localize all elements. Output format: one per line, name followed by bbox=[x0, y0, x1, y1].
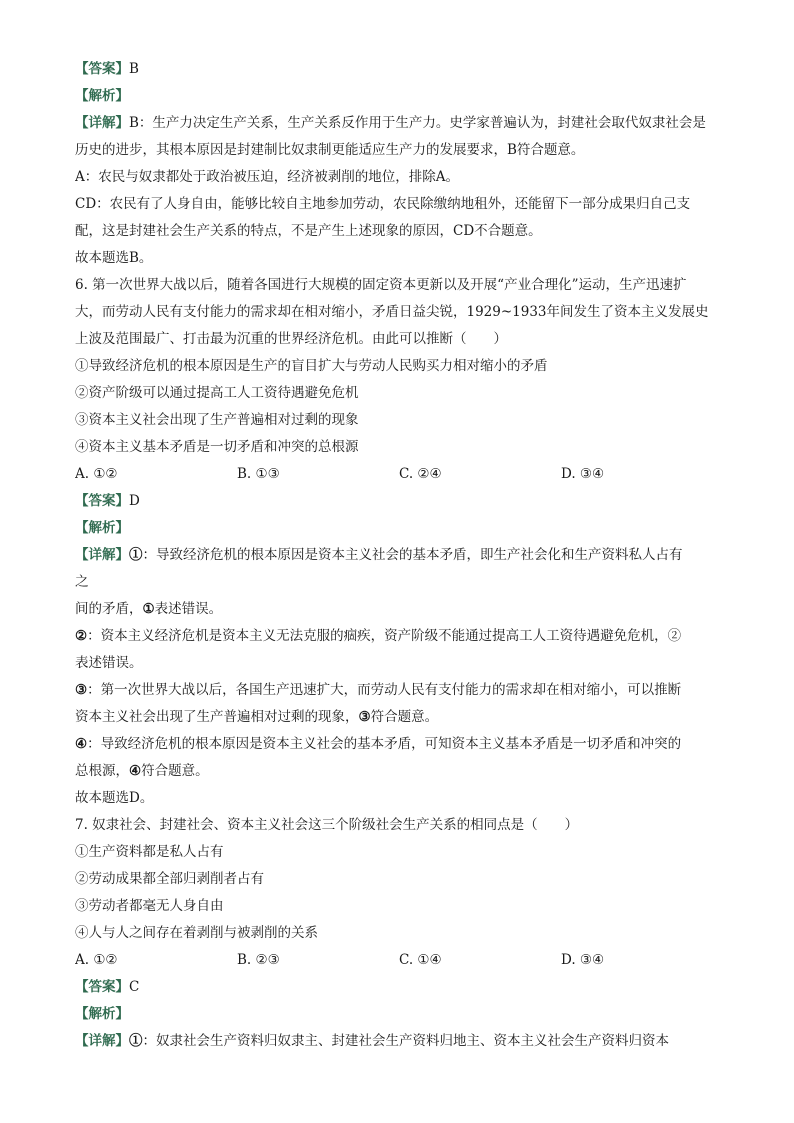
text-line bbox=[75, 407, 725, 434]
text: CD：农民有了人身自由，能够比较自主地参加劳动，农民除缴纳地租外，还能留下一部分成果归自己支 bbox=[75, 196, 691, 212]
text-line bbox=[75, 650, 725, 677]
marked-line bbox=[75, 731, 725, 758]
answer-tag: 【答案】 bbox=[75, 979, 129, 995]
text-line bbox=[75, 839, 725, 866]
marked-line bbox=[75, 677, 725, 704]
analysis-line bbox=[75, 83, 725, 110]
item-marker: ① bbox=[142, 601, 155, 617]
option-2: C. ①④ bbox=[399, 952, 442, 968]
text: 7. 奴隶社会、封建社会、资本主义社会这三个阶级社会生产关系的相同点是（ ） bbox=[75, 817, 579, 833]
text: ②劳动成果都全部归剥削者占有 bbox=[75, 871, 264, 887]
option-0: A. ①② bbox=[75, 952, 118, 968]
answer-line bbox=[75, 974, 725, 1001]
text: 上波及范围最广、打击最为沉重的世界经济危机。由此可以推断（ ） bbox=[75, 331, 507, 347]
text-line bbox=[75, 569, 725, 596]
text: 6. 第一次世界大战以后，随着各国进行大规模的固定资本更新以及开展“产业合理化”运动，生产迅速扩 bbox=[75, 277, 687, 293]
detail-line bbox=[75, 1028, 725, 1055]
text-line bbox=[75, 137, 725, 164]
answer-line bbox=[75, 488, 725, 515]
text-line bbox=[75, 164, 725, 191]
text: ③资本主义社会出现了生产普遍相对过剩的现象 bbox=[75, 412, 359, 428]
option-3: D. ③④ bbox=[561, 952, 605, 968]
option-0: A. ①② bbox=[75, 466, 118, 482]
text-prefix: 间的矛盾， bbox=[75, 601, 143, 617]
text-line bbox=[75, 812, 725, 839]
analysis-line bbox=[75, 515, 725, 542]
text-line bbox=[75, 326, 725, 353]
text: 表述错误。 bbox=[75, 655, 143, 671]
detail-line bbox=[75, 110, 725, 137]
detail-tag: 【详解】 bbox=[75, 115, 129, 131]
item-marker: ④ bbox=[129, 763, 142, 779]
text-line bbox=[75, 380, 725, 407]
marked-line bbox=[75, 596, 725, 623]
text: ：导致经济危机的根本原因是资本主义社会的基本矛盾，可知资本主义基本矛盾是一切矛盾和冲突的 bbox=[87, 736, 682, 752]
detail-line bbox=[75, 542, 725, 569]
text-line bbox=[75, 245, 725, 272]
text-line bbox=[75, 920, 725, 947]
text-line bbox=[75, 866, 725, 893]
option-2: C. ②④ bbox=[399, 466, 442, 482]
option-3: D. ③④ bbox=[561, 466, 605, 482]
text: ：导致经济危机的根本原因是资本主义社会的基本矛盾，即生产社会化和生产资料私人占有 bbox=[142, 547, 683, 563]
text: ：奴隶社会生产资料归奴隶主、封建社会生产资料归地主、资本主义社会生产资料归资本 bbox=[142, 1033, 669, 1049]
text-line bbox=[75, 272, 725, 299]
text: D bbox=[129, 493, 140, 509]
item-marker: ① bbox=[129, 1033, 143, 1049]
text: ③劳动者都毫无人身自由 bbox=[75, 898, 224, 914]
text: ①导致经济危机的根本原因是生产的盲目扩大与劳动人民购买力相对缩小的矛盾 bbox=[75, 358, 548, 374]
text: 之 bbox=[75, 574, 89, 590]
marked-line bbox=[75, 758, 725, 785]
item-marker: ② bbox=[75, 628, 88, 644]
analysis-line bbox=[75, 1001, 725, 1028]
text-line bbox=[75, 299, 725, 326]
marked-line bbox=[75, 623, 725, 650]
text: 故本题选B。 bbox=[75, 250, 153, 266]
analysis-tag: 【解析】 bbox=[75, 520, 129, 536]
option-1: B. ②③ bbox=[237, 952, 280, 968]
text-line bbox=[75, 893, 725, 920]
text-line bbox=[75, 218, 725, 245]
item-marker: ③ bbox=[75, 682, 88, 698]
text-line bbox=[75, 191, 725, 218]
text: A：农民与奴隶都处于政治被压迫，经济被剥削的地位，排除A。 bbox=[75, 169, 459, 185]
text: 故本题选D。 bbox=[75, 790, 154, 806]
text-prefix: 资本主义社会出现了生产普遍相对过剩的现象， bbox=[75, 709, 359, 725]
text: B：生产力决定生产关系，生产关系反作用于生产力。史学家普遍认为，封建社会取代奴隶社会是 bbox=[129, 115, 706, 131]
item-marker: ④ bbox=[75, 736, 88, 752]
text: C bbox=[129, 979, 140, 995]
option-1: B. ①③ bbox=[237, 466, 280, 482]
answer-line bbox=[75, 56, 725, 83]
options-line bbox=[75, 947, 725, 974]
text: 历史的进步，其根本原因是封建制比奴隶制更能适应生产力的发展要求，B符合题意。 bbox=[75, 142, 585, 158]
text-line bbox=[75, 353, 725, 380]
text: ：资本主义经济危机是资本主义无法克服的痼疾，资产阶级不能通过提高工人工资待遇避免危机，② bbox=[87, 628, 682, 644]
text-line bbox=[75, 785, 725, 812]
document-page bbox=[75, 56, 725, 1055]
text: B bbox=[129, 61, 139, 77]
text: ①生产资料都是私人占有 bbox=[75, 844, 224, 860]
options-line bbox=[75, 461, 725, 488]
text: ④资本主义基本矛盾是一切矛盾和冲突的总根源 bbox=[75, 439, 359, 455]
analysis-tag: 【解析】 bbox=[75, 1006, 129, 1022]
item-marker: ① bbox=[129, 547, 143, 563]
text: 表述错误。 bbox=[154, 601, 223, 617]
text-line bbox=[75, 434, 725, 461]
text: 大，而劳动人民有支付能力的需求却在相对缩小，矛盾日益尖锐，1929~1933年间发生了资本主义发展史 bbox=[75, 304, 709, 320]
answer-tag: 【答案】 bbox=[75, 493, 129, 509]
text: ④人与人之间存在着剥削与被剥削的关系 bbox=[75, 925, 318, 941]
detail-tag: 【详解】 bbox=[75, 547, 129, 563]
answer-tag: 【答案】 bbox=[75, 61, 129, 77]
marked-line bbox=[75, 704, 725, 731]
analysis-tag: 【解析】 bbox=[75, 88, 129, 104]
text-prefix: 总根源， bbox=[75, 763, 129, 779]
text: 符合题意。 bbox=[370, 709, 439, 725]
text: ：第一次世界大战以后，各国生产迅速扩大，而劳动人民有支付能力的需求却在相对缩小，可以推断 bbox=[87, 682, 682, 698]
text: 符合题意。 bbox=[141, 763, 209, 779]
item-marker: ③ bbox=[358, 709, 371, 725]
text: ②资产阶级可以通过提高工人工资待遇避免危机 bbox=[75, 385, 359, 401]
detail-tag: 【详解】 bbox=[75, 1033, 129, 1049]
text: 配，这是封建社会生产关系的特点，不是产生上述现象的原因，CD不合题意。 bbox=[75, 223, 542, 239]
